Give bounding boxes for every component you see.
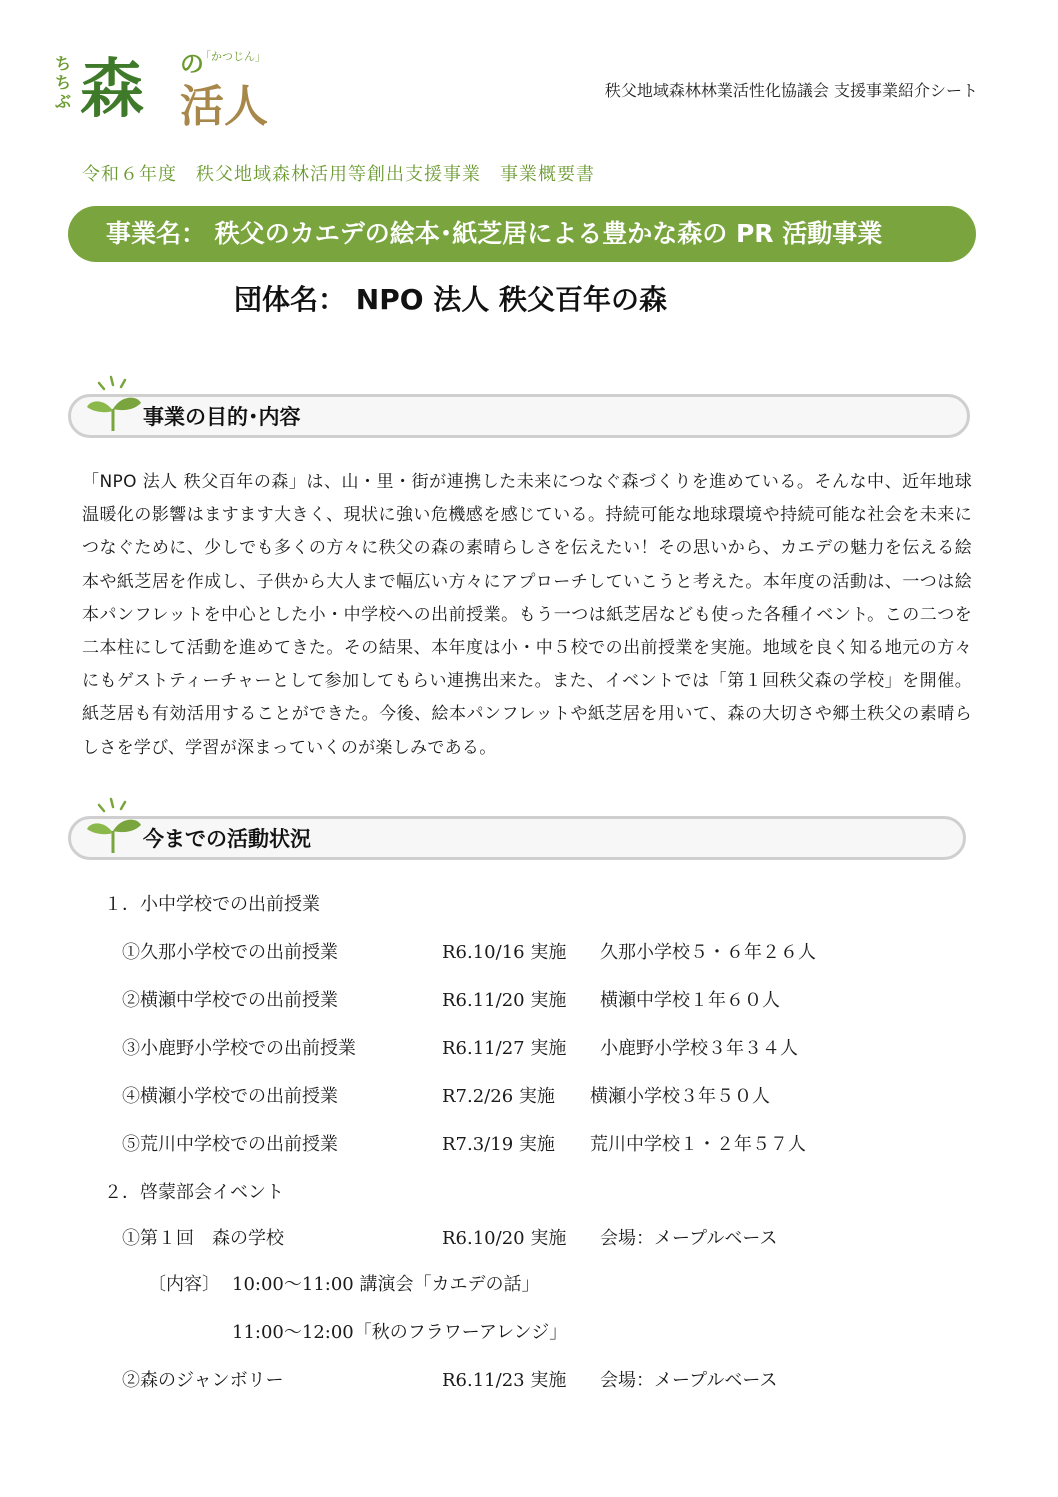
doc-subtitle: 令和６年度 秩父地域森林活用等創出支援事業 事業概要書 [82, 164, 595, 185]
heading-lessons: １．小中学校での出前授業 [104, 894, 320, 915]
heading-events: ２．啓蒙部会イベント [104, 1182, 284, 1203]
event-detail: 会場：メープルベース [600, 1228, 778, 1249]
logo-reading: 「かつじん」 [200, 50, 266, 63]
logo-side-text: ちちぶ [54, 54, 71, 111]
event-content-label: 〔内容〕 [148, 1274, 220, 1295]
event-name: ①第１回 森の学校 [122, 1228, 284, 1249]
lesson-name: ①久那小学校での出前授業 [122, 942, 338, 963]
logo-mori-char: 森 [80, 52, 142, 127]
event-content-line: 10:00～11:00 講演会「カエデの話」 [232, 1274, 540, 1295]
lesson-date: R7.2/26 実施 [442, 1086, 555, 1107]
event-content-line: 11:00～12:00「秋のフラワーアレンジ」 [232, 1322, 568, 1343]
lesson-detail: 荒川中学校１・２年５７人 [590, 1134, 806, 1155]
lesson-detail: 横瀬小学校３年５０人 [590, 1086, 770, 1107]
lesson-name: ②横瀬中学校での出前授業 [122, 990, 338, 1011]
project-label: 事業名： [106, 219, 207, 248]
lesson-name: ⑤荒川中学校での出前授業 [122, 1134, 338, 1155]
lesson-date: R6.11/20 実施 [442, 990, 567, 1011]
event-detail: 会場：メープルベース [600, 1370, 778, 1391]
event-date: R6.11/23 実施 [442, 1370, 567, 1391]
logo-particle: の [180, 50, 204, 78]
event-date: R6.10/20 実施 [442, 1228, 567, 1249]
organization-label: 団体名： [234, 283, 347, 316]
lesson-name: ③小鹿野小学校での出前授業 [122, 1038, 356, 1059]
section-title-activities: 今までの活動状況 [143, 827, 311, 851]
project-name: 秩父のカエデの絵本･紙芝居による豊かな森の PR 活動事業 [214, 219, 883, 248]
lesson-detail: 小鹿野小学校３年３４人 [600, 1038, 798, 1059]
logo-katsujin: 活人 [180, 81, 268, 132]
section-title-purpose: 事業の目的･内容 [143, 405, 301, 429]
lesson-detail: 久那小学校５・６年２６人 [600, 942, 816, 963]
purpose-body-text: 「NPO 法人 秩父百年の森」は、山・里・街が連携した未来につなぐ森づくりを進めている。そんな中、近年地球温暖化の影響はますます大きく、現状に強い危機感を感じている。持続可能な地球環境や持続可能な社会を未来につなぐために、少しでも多くの方々に秩父の森の素晴らしさを伝えたい！その思いから、カエデの魅力を伝える絵本や紙芝居を作成し、子供から大人まで幅広い方々にアプローチしていこうと考えた。本年度の活動は、一つは絵本パンフレットを中心とした小・中学校への出前授業。もう一つは紙芝居なども使った各種イベント。この二つを二本柱にして活動を進めてきた。その結果、本年度は小・中５校での出前授業を実施。地域を良く知る地元の方々にもゲストティーチャーとして参加してもらい連携出来た。また、イベントでは「第１回秩父森の学校」を開催。紙芝居も有効活用することができた。今後、絵本パンフレットや紙芝居を用いて、森の大切さや郷土秩父の素晴らしさを学び、学習が深まっていくのが楽しみである。 [82, 472, 972, 758]
header-right-text: 秩父地域森林林業活性化協議会 支援事業紹介シート [604, 81, 978, 100]
lesson-date: R7.3/19 実施 [442, 1134, 555, 1155]
lesson-name: ④横瀬小学校での出前授業 [122, 1086, 338, 1107]
lesson-date: R6.11/27 実施 [442, 1038, 567, 1059]
event-name: ②森のジャンボリー [122, 1370, 284, 1391]
lesson-detail: 横瀬中学校１年６０人 [600, 990, 780, 1011]
organization-value: NPO 法人 秩父百年の森 [355, 283, 668, 316]
lesson-date: R6.10/16 実施 [442, 942, 567, 963]
